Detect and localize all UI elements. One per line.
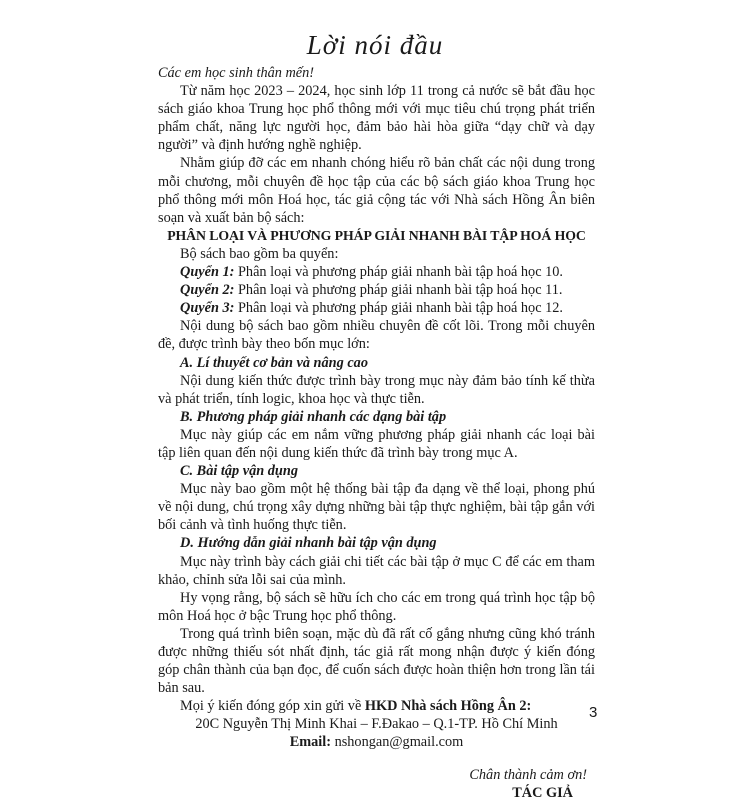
section-text: Mục này trình bày cách giải chi tiết các bài tập ở mục C để các em tham khảo, chỉnh sửa lỗi sai của mình.: [158, 553, 595, 588]
preface-body: [158, 64, 598, 802]
paragraph-structure: Nội dung bộ sách bao gồm nhiều chuyên đề cốt lõi. Trong mỗi chuyên đề, được trình bày theo bốn mục lớn:: [158, 318, 595, 353]
section-heading: B. Phương pháp giải nhanh các dạng bài tập: [180, 408, 447, 425]
section-text: Mục này giúp các em nắm vững phương pháp giải nhanh các loại bài tập liên quan đến nội dung kiến thức đã trình bày trong mục A.: [158, 426, 595, 461]
volume-label: Quyển 2:: [180, 282, 235, 299]
section-heading: D. Hướng dẫn giải nhanh bài tập vận dụng: [180, 535, 437, 552]
section-heading: C. Bài tập vận dụng: [180, 463, 298, 480]
email-line: [158, 733, 595, 751]
email-label: Email:: [289, 734, 331, 751]
volume-item: [158, 299, 595, 317]
spacer: [158, 752, 595, 766]
volume-item: [158, 263, 595, 281]
volume-label: Quyển 1:: [180, 264, 235, 281]
section-text: Nội dung kiến thức được trình bày trong mục này đảm bảo tính kế thừa và phát triển, tính logic, khoa học và thực tiễn.: [158, 372, 595, 407]
volume-text: Phân loại và phương pháp giải nhanh bài tập hoá học 10.: [234, 264, 563, 281]
contact-intro: Mọi ý kiến đóng góp xin gửi về: [180, 698, 365, 715]
page-title: Lời nói đầu: [306, 30, 444, 60]
contact-line: [158, 697, 595, 715]
author-signature: TÁC GIẢ: [512, 784, 573, 801]
volume-item: [158, 281, 595, 299]
section-heading: A. Lí thuyết cơ bản và nâng cao: [180, 354, 368, 371]
address: 20C Nguyễn Thị Minh Khai – F.Đakao – Q.1-TP. Hồ Chí Minh: [195, 716, 558, 733]
contact-name: HKD Nhà sách Hồng Ân 2:: [364, 698, 532, 715]
volumes-intro: Bộ sách bao gồm ba quyển:: [180, 245, 339, 262]
paragraph-feedback: Trong quá trình biên soạn, mặc dù đã rất cố gắng nhưng cũng khó tránh được những thiếu sót nhất định, tác giả rất mong nhận được ý kiến đóng góp chân thành của bạn đọc, để cuốn sách được hoàn thiện hơn trong lần tái bản sau.: [158, 625, 595, 697]
section-text: Mục này bao gồm một hệ thống bài tập đa dạng về thể loại, phong phú về nội dung, chú trọng xây dựng những bài tập thực nghiệm, bài tập gắn với bối cảnh và tình huống thực tiễn.: [158, 481, 595, 534]
volume-label: Quyển 3:: [180, 300, 235, 317]
thanks: Chân thành cảm ơn!: [469, 766, 587, 783]
paragraph-purpose: Nhằm giúp đỡ các em nhanh chóng hiểu rõ bản chất các nội dung trong mỗi chương, mỗi chuyên đề học tập của các bộ sách giáo khoa Trung học phổ thông mới môn Hoá học, tác giả cộng tác với Nhà sách Hồng Ân biên soạn và xuất bản bộ sách:: [158, 155, 595, 226]
greeting: Các em học sinh thân mến!: [158, 65, 315, 81]
email-address: nshongan@gmail.com: [331, 734, 464, 751]
page-number: 3: [589, 704, 598, 721]
paragraph-intro: Từ năm học 2023 – 2024, học sinh lớp 11 trong cả nước sẽ bắt đầu học sách giáo khoa Trung học phổ thông mới với mục tiêu chú trọng phát triển phẩm chất, năng lực người học, đảm bảo hài hòa giữa “dạy chữ và dạy người” và định hướng nghề nghiệp.: [158, 83, 595, 154]
paragraph-hope: Hy vọng rằng, bộ sách sẽ hữu ích cho các em trong quá trình học tập bộ môn Hoá học ở bậc Trung học phổ thông.: [158, 589, 595, 624]
volume-text: Phân loại và phương pháp giải nhanh bài tập hoá học 12.: [234, 300, 563, 317]
book-title: PHÂN LOẠI VÀ PHƯƠNG PHÁP GIẢI NHANH BÀI TẬP HOÁ HỌC: [167, 227, 586, 243]
volume-text: Phân loại và phương pháp giải nhanh bài tập hoá học 11.: [234, 282, 563, 299]
